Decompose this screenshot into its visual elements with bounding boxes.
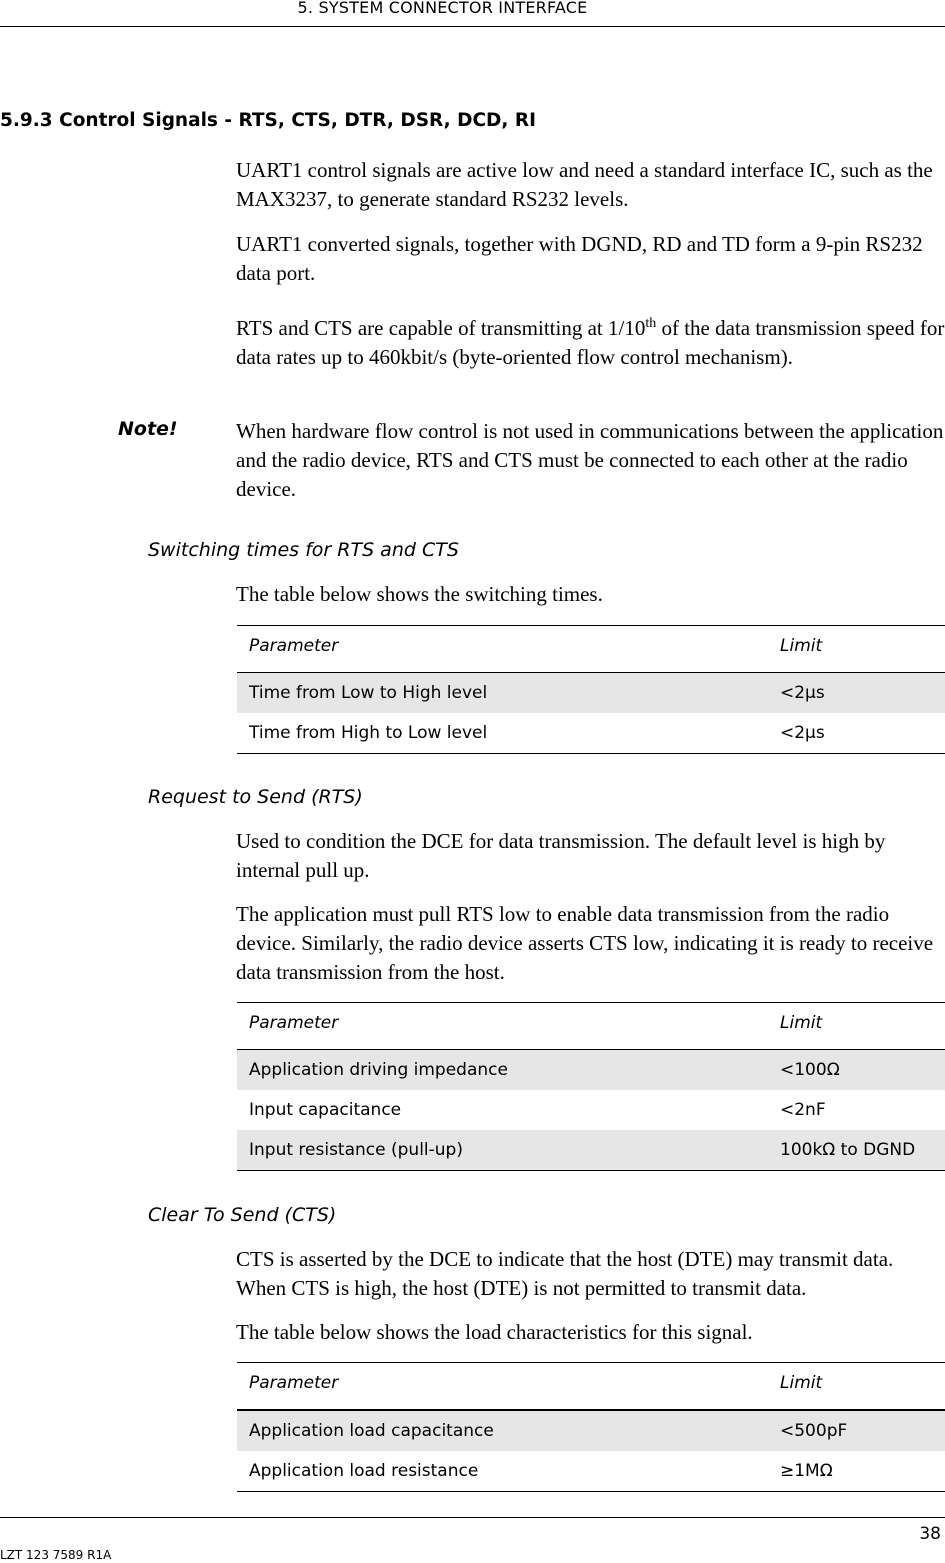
- cell-parameter: Input resistance (pull-up): [249, 1140, 463, 1160]
- table-header-row: [237, 626, 945, 673]
- table-header-row: [237, 1003, 945, 1050]
- rts-paragraph-1: Used to condition the DCE for data transmission. The default level is high by internal pull up.: [236, 829, 886, 882]
- cts-paragraph-1: CTS is asserted by the DCE to indicate that the host (DTE) may transmit data. When CTS is high, the host (DTE) is not permitted to transmit data.: [236, 1247, 894, 1300]
- column-header-parameter: Parameter: [249, 1373, 339, 1393]
- rts-table: [237, 1002, 945, 1171]
- column-header-parameter: Parameter: [249, 1013, 339, 1033]
- cell-parameter: Time from High to Low level: [249, 723, 488, 743]
- note-text: When hardware flow control is not used in communications between the application and the radio device, RTS and CTS must be connected to each other at the radio device.: [236, 419, 944, 501]
- cts-heading: Clear To Send (CTS): [148, 1204, 337, 1226]
- cell-limit: <2µs: [780, 723, 825, 743]
- column-header-limit: Limit: [780, 1013, 823, 1033]
- cell-parameter: Input capacitance: [249, 1100, 402, 1120]
- superscript-th: th: [645, 316, 657, 331]
- switching-heading: Switching times for RTS and CTS: [148, 539, 459, 561]
- document-id: LZT 123 7589 R1A: [0, 1548, 112, 1562]
- paragraph-rts-cts-speed-a: RTS and CTS are capable of transmitting at 1/10: [236, 316, 646, 340]
- paragraph-rts-cts-speed: [236, 309, 945, 372]
- cell-limit: <2µs: [780, 683, 825, 703]
- table-row: [237, 1090, 945, 1130]
- cell-parameter: Application load resistance: [249, 1461, 479, 1481]
- cell-limit: ≥1MΩ: [780, 1461, 833, 1481]
- table-row: [237, 673, 945, 713]
- cell-limit: 100kΩ to DGND: [780, 1140, 916, 1160]
- section-title: 5.9.3 Control Signals - RTS, CTS, DTR, DSR, DCD, RI: [0, 110, 536, 131]
- cell-parameter: Application load capacitance: [249, 1421, 494, 1441]
- table-row: [237, 713, 945, 753]
- table-header-row: [237, 1363, 945, 1411]
- cell-limit: <500pF: [780, 1421, 848, 1441]
- paragraph-uart1-levels: UART1 control signals are active low and need a standard interface IC, such as the MAX3237, to generate standard RS232 levels.: [236, 158, 933, 211]
- table-row: [237, 1451, 945, 1491]
- column-header-limit: Limit: [780, 636, 823, 656]
- cell-parameter: Time from Low to High level: [249, 683, 488, 703]
- cell-limit: <100Ω: [780, 1060, 840, 1080]
- table-row: [237, 1130, 945, 1170]
- table-row: [237, 1050, 945, 1090]
- paragraph-rts-cts-speed-b: of the data transmission speed for data rates up to 460kbit/s (byte-oriented flow control mechanism).: [236, 316, 945, 369]
- cell-limit: <2nF: [780, 1100, 826, 1120]
- column-header-limit: Limit: [780, 1373, 823, 1393]
- footer-divider: [0, 1517, 945, 1518]
- table-row: [237, 1411, 945, 1451]
- rts-heading: Request to Send (RTS): [148, 786, 363, 808]
- switching-times-table: [237, 625, 945, 754]
- switching-intro: The table below shows the switching times.: [236, 582, 603, 606]
- page-number: 38: [919, 1524, 941, 1544]
- page-header: [0, 0, 945, 27]
- rts-paragraph-2: The application must pull RTS low to enable data transmission from the radio device. Similarly, the radio device asserts CTS low, indicating it is ready to receive data transmission from the host.: [236, 902, 934, 984]
- header-title: 5. SYSTEM CONNECTOR INTERFACE: [297, 0, 588, 17]
- cts-load-table: [237, 1362, 945, 1492]
- note-label: Note!: [118, 418, 178, 440]
- paragraph-uart1-port: UART1 converted signals, together with DGND, RD and TD form a 9-pin RS232 data port.: [236, 232, 923, 285]
- cell-parameter: Application driving impedance: [249, 1060, 508, 1080]
- cts-paragraph-2: The table below shows the load characteristics for this signal.: [236, 1320, 753, 1344]
- column-header-parameter: Parameter: [249, 636, 339, 656]
